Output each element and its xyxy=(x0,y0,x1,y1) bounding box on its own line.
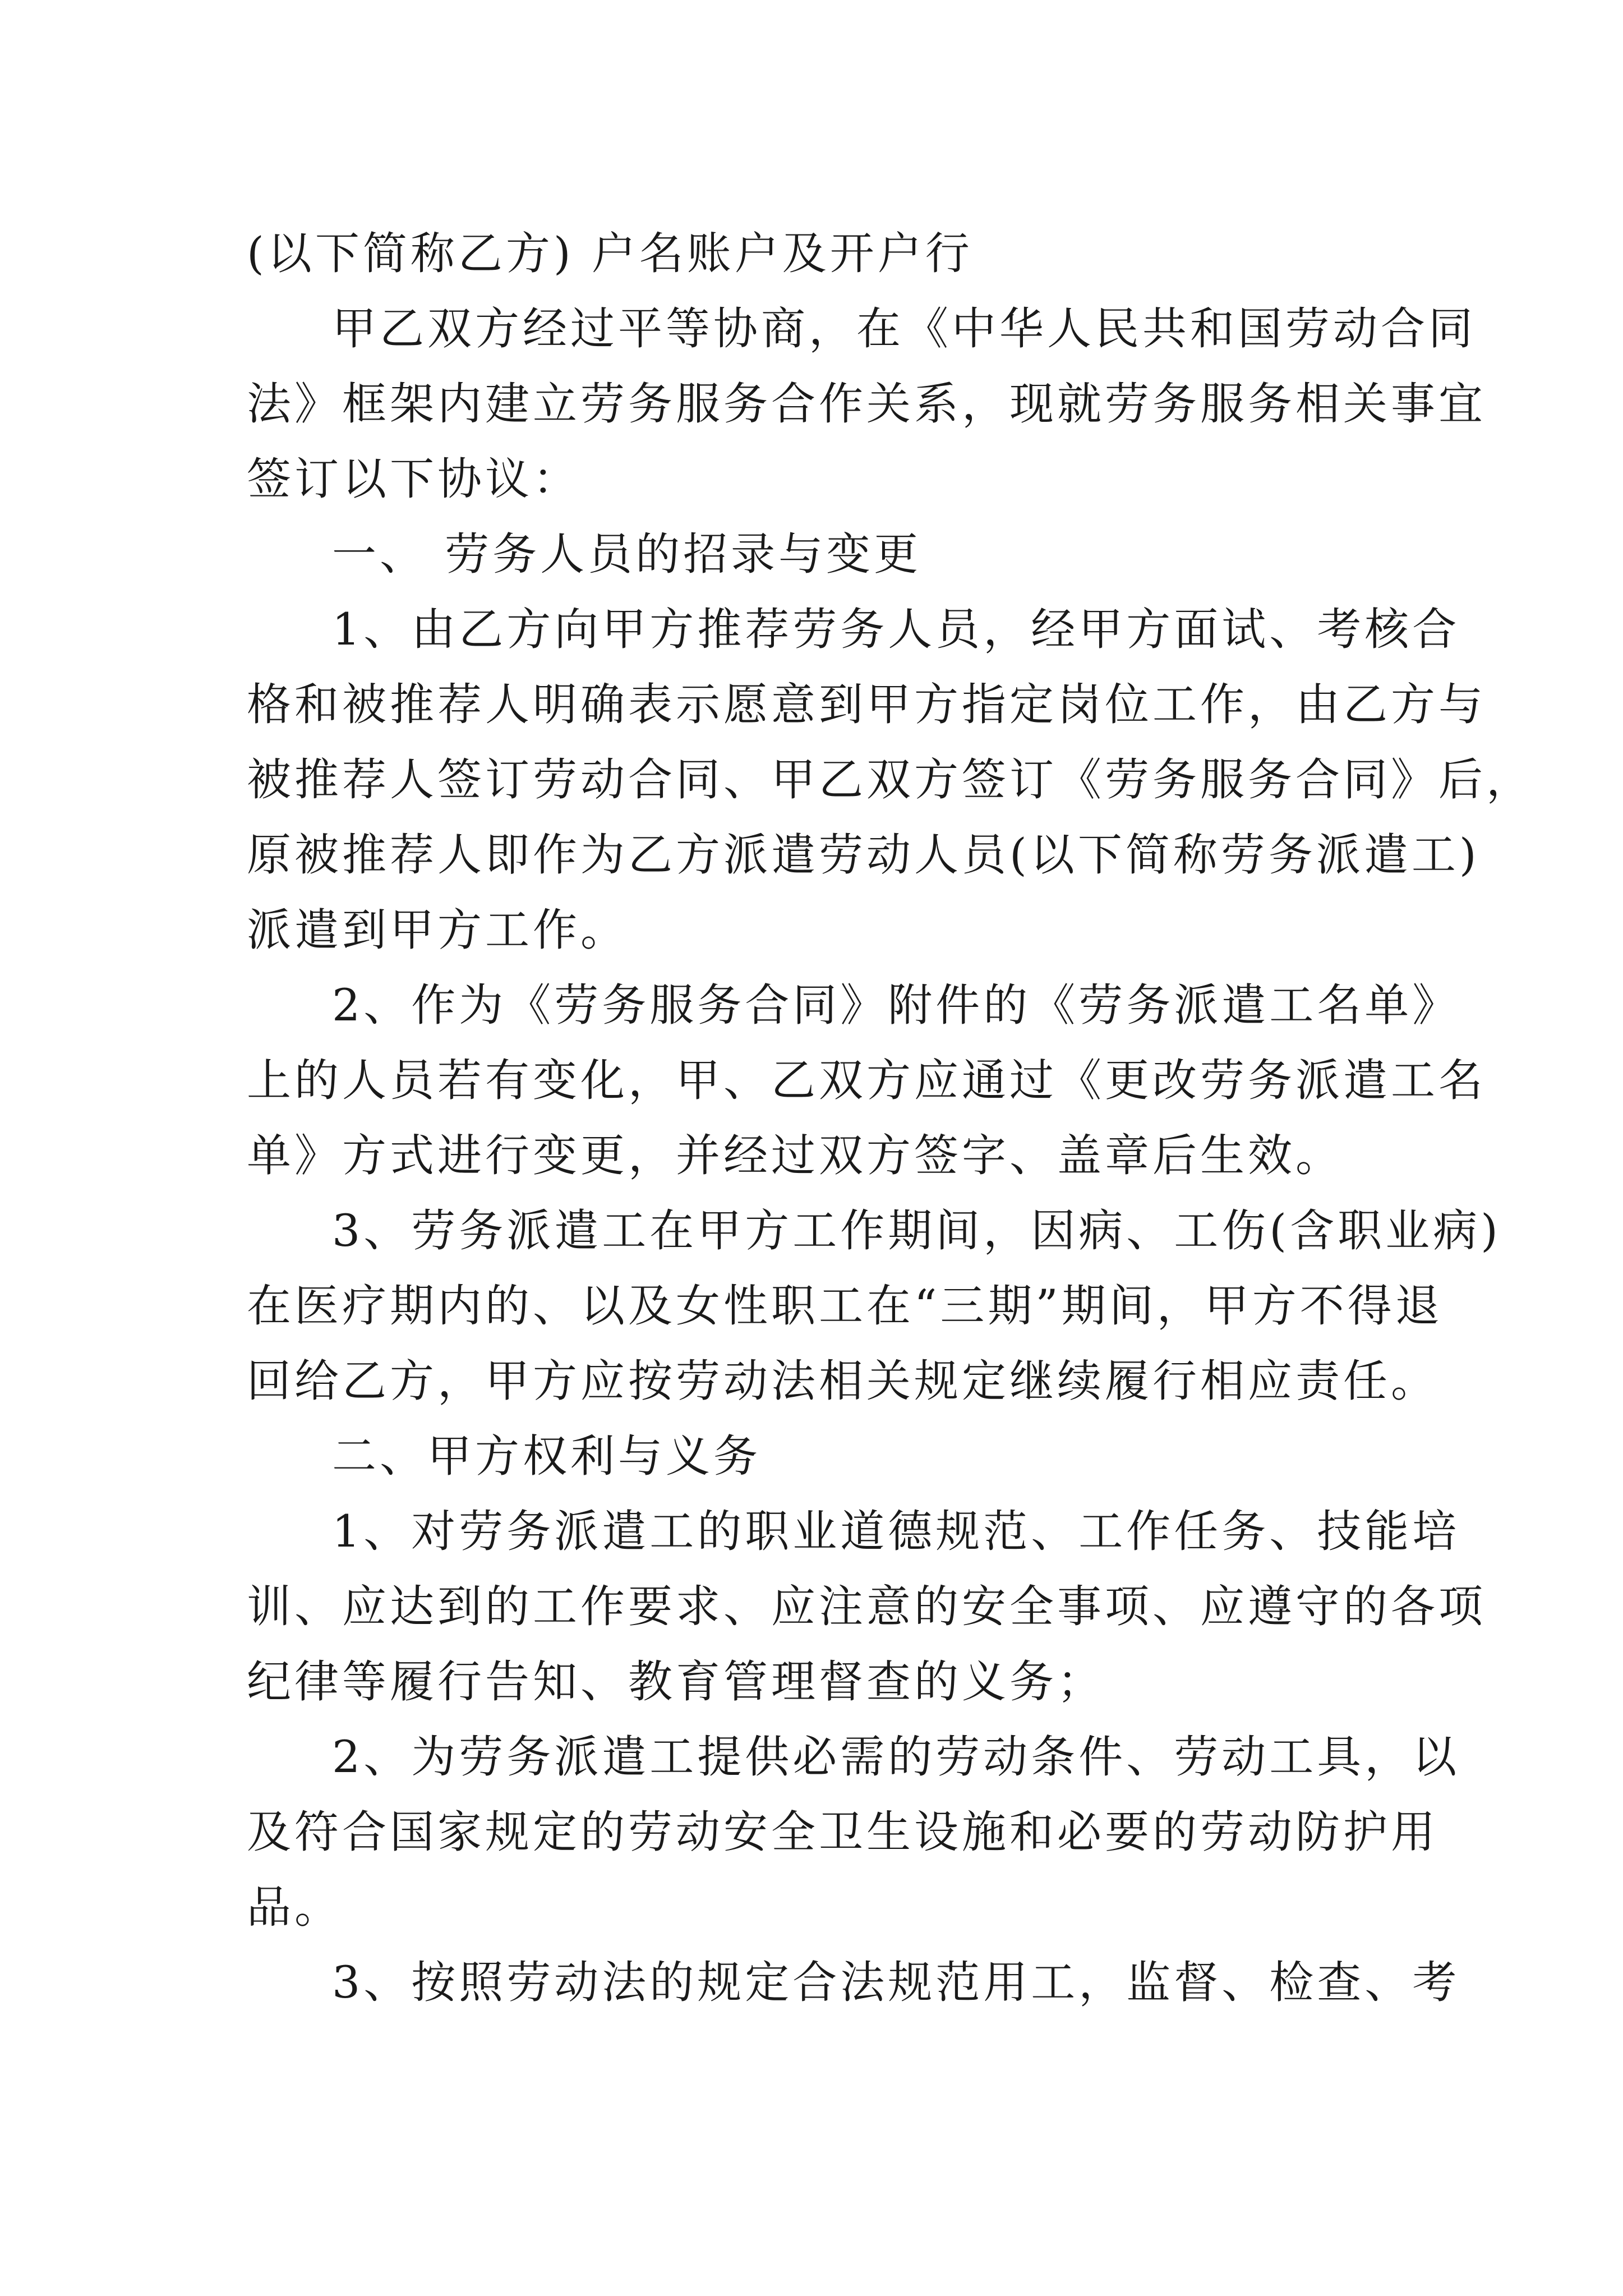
section-heading: 二、甲方权利与义务 xyxy=(332,1430,761,1482)
text-line: 法》框架内建立劳务服务合作关系，现就劳务服务相关事宜 xyxy=(247,378,1486,430)
text-line: (以下简称乙方) 户名账户及开户行 xyxy=(247,228,973,279)
text-line: 被推荐人签订劳动合同、甲乙双方签订《劳务服务合同》后， xyxy=(247,754,1534,806)
text-line: 在医疗期内的、以及女性职工在“三期”期间，甲方不得退 xyxy=(247,1280,1443,1332)
text-line: 纪律等履行告知、教育管理督查的义务； xyxy=(247,1656,1105,1708)
section-heading: 一、 劳务人员的招录与变更 xyxy=(332,528,922,580)
text-line: 3、按照劳动法的规定合法规范用工，监督、检查、考 xyxy=(332,1957,1460,2008)
text-line: 签订以下协议： xyxy=(247,453,580,505)
text-line: 及符合国家规定的劳动安全卫生设施和必要的劳动防护用 xyxy=(247,1806,1438,1858)
text-line: 1、由乙方向甲方推荐劳务人员，经甲方面试、考核合 xyxy=(332,604,1460,655)
text-line: 2、为劳务派遣工提供必需的劳动条件、劳动工具，以 xyxy=(332,1731,1460,1783)
text-line: 3、劳务派遣工在甲方工作期间，因病、工伤(含职业病) xyxy=(332,1205,1501,1257)
text-line: 甲乙双方经过平等协商，在《中华人民共和国劳动合同 xyxy=(332,303,1476,355)
text-line: 1、对劳务派遣工的职业道德规范、工作任务、技能培 xyxy=(332,1506,1460,1557)
text-line: 单》方式进行变更，并经过双方签字、盖章后生效。 xyxy=(247,1130,1343,1181)
text-line: 派遣到甲方工作。 xyxy=(247,904,628,956)
text-line: 回给乙方，甲方应按劳动法相关规定继续履行相应责任。 xyxy=(247,1355,1438,1407)
text-line: 上的人员若有变化，甲、乙双方应通过《更改劳务派遣工名 xyxy=(247,1055,1486,1106)
text-line: 品。 xyxy=(247,1881,342,1933)
text-line: 格和被推荐人明确表示愿意到甲方指定岗位工作，由乙方与 xyxy=(247,679,1486,730)
text-line: 原被推荐人即作为乙方派遣劳动人员(以下简称劳务派遣工) xyxy=(247,829,1480,881)
text-line: 训、应达到的工作要求、应注意的安全事项、应遵守的各项 xyxy=(247,1581,1486,1632)
text-line: 2、作为《劳务服务合同》附件的《劳务派遣工名单》 xyxy=(332,979,1460,1031)
